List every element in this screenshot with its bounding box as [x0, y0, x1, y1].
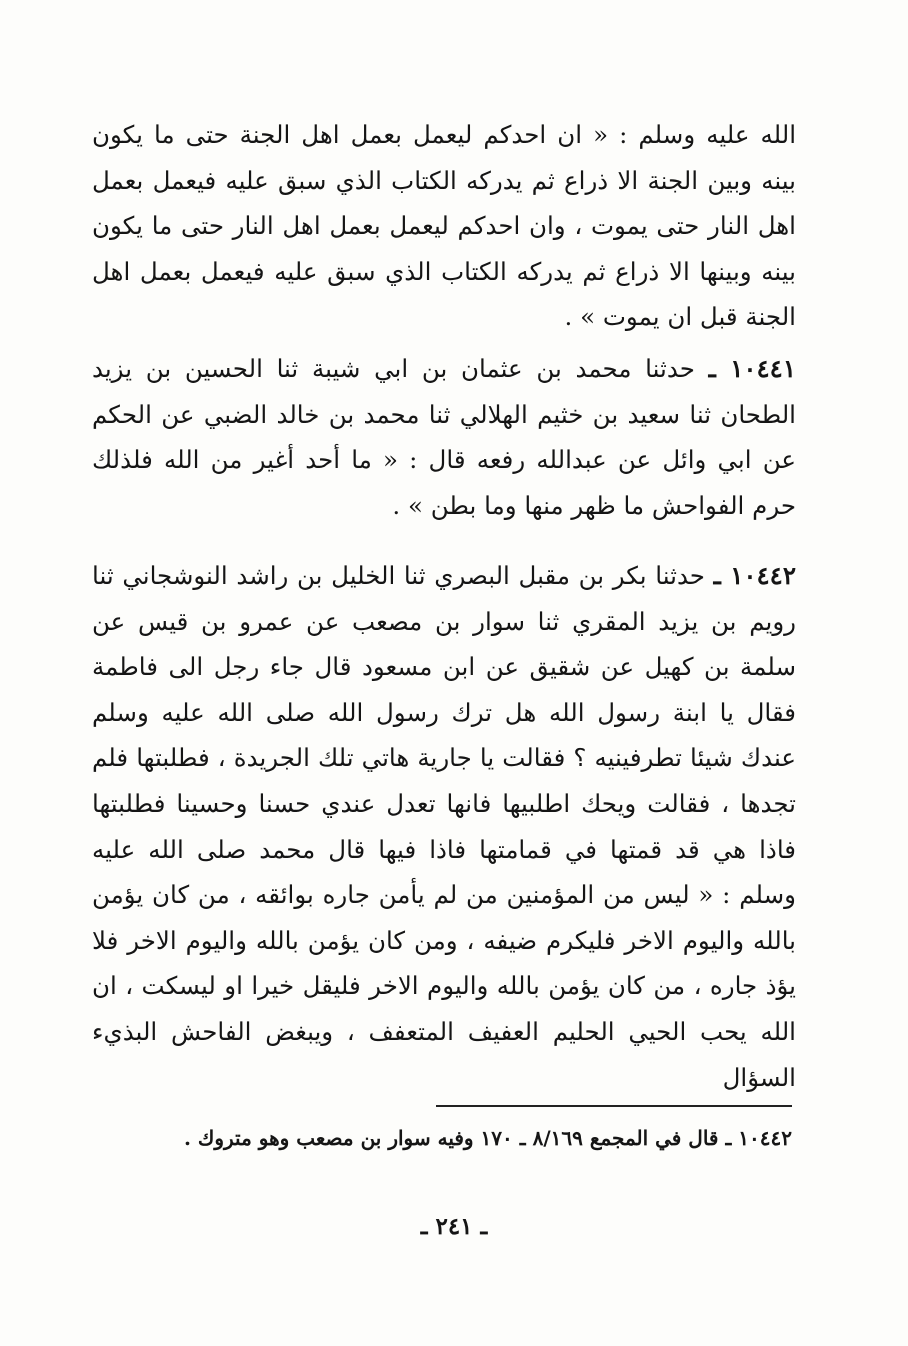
- paragraph-text: حدثنا بكر بن مقبل البصري ثنا الخليل بن راشد النوشجاني ثنا رويم بن يزيد المقري ثنا سوار بن مصعب عن عمرو بن قيس عن سلمة بن كهيل عن شقيق عن ابن مسعود قال جاء رجل الى فاطمة فقال يا ابنة رسول الله هل ترك رسول الله صلى الله عليه وسلم عندك شيئا تطرفينيه ؟ فقالت يا جارية هاتي تلك الجريدة ، فطلبتها فلم تجدها ، فقالت ويحك اطلبيها فانها تعدل عندي حسنا وحسينا فطلبتها فاذا هي قد قمتها في قمامتها فاذا فيها قال محمد صلى الله عليه وسلم : « ليس من المؤمنين من لم يأمن جاره بوائقه ، من كان يؤمن بالله واليوم الاخر فليكرم ضيفه ، ومن كان يؤمن بالله واليوم الاخر فلا يؤذ جاره ، من كان يؤمن بالله واليوم الاخر فليقل خيرا او ليسكت ، ان الله يحب الحيي الحليم العفيف المتعفف ، ويبغض الفاحش البذيء السؤال: [92, 561, 796, 1092]
- footnote: ١٠٤٤٢ ـ قال في المجمع ٨/١٦٩ ـ ١٧٠ وفيه سوار بن مصعب وهو متروك .: [183, 1126, 792, 1150]
- paragraph-continuation: [92, 112, 796, 340]
- page-number: ـ ٢٤١ ـ: [420, 1213, 488, 1240]
- hadith-number: ١٠٤٤٢ ـ: [713, 561, 796, 590]
- paragraph-text: حدثنا محمد بن عثمان بن ابي شيبة ثنا الحسين بن يزيد الطحان ثنا سعيد بن خثيم الهلالي ثنا محمد بن خالد الضبي عن الحكم عن ابي وائل عن عبدالله رفعه قال : « ما أحد أغير من الله فلذلك حرم الفواحش ما ظهر منها وما بطن » .: [92, 354, 796, 520]
- hadith-number: ١٠٤٤١ ـ: [708, 354, 796, 383]
- hadith-10442: [92, 553, 796, 1100]
- footnote-divider: [436, 1105, 792, 1107]
- paragraph-text: الله عليه وسلم : « ان احدكم ليعمل بعمل اهل الجنة حتى ما يكون بينه وبين الجنة الا ذراع ثم يدركه الكتاب الذي سبق عليه فيعمل بعمل اهل النار حتى يموت ، وان احدكم ليعمل بعمل اهل النار حتى ما يكون بينه وبينها الا ذراع ثم يدركه الكتاب الذي سبق عليه فيعمل بعمل اهل الجنة قبل ان يموت » .: [92, 120, 796, 332]
- hadith-10441: [92, 346, 796, 528]
